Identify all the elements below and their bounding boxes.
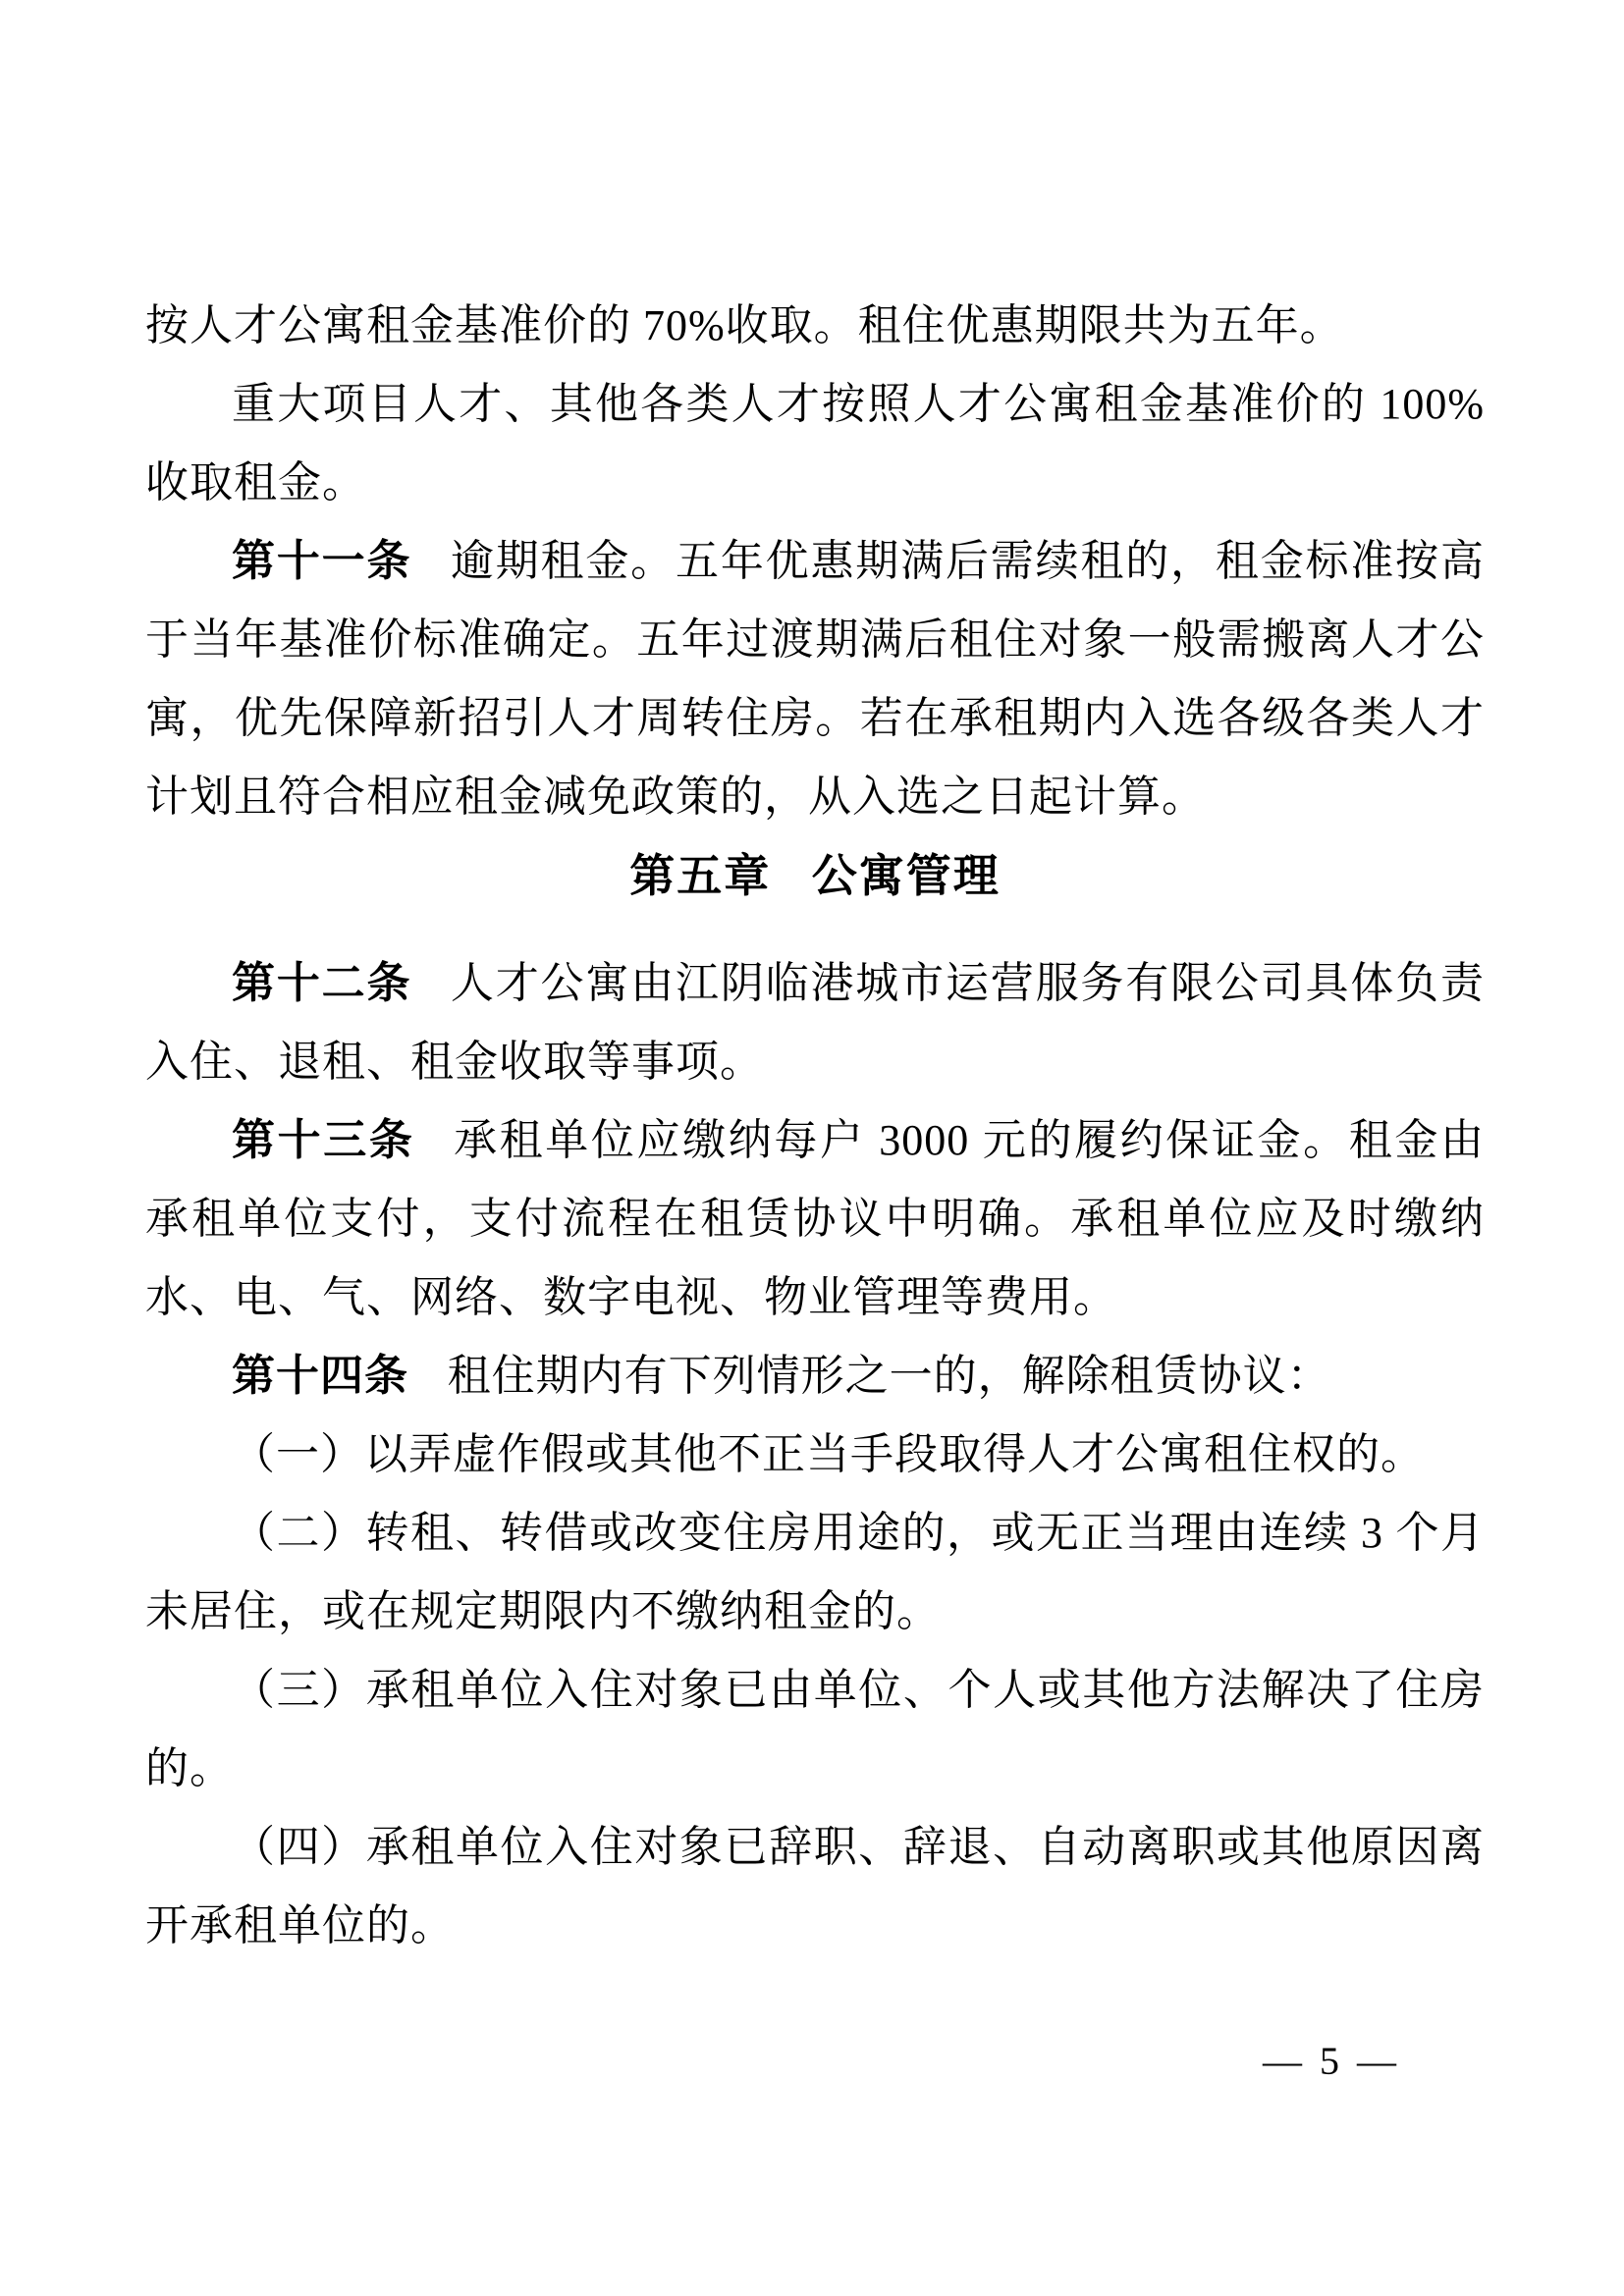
chapter-heading	[145, 836, 1485, 915]
paragraph-text: （三）承租单位入住对象已由单位、个人或其他方法解决了住房的。	[145, 1666, 1485, 1792]
paragraph-article-14	[145, 1337, 1485, 1415]
paragraph-item-4	[145, 1808, 1485, 1965]
article-number: 第十三条	[232, 1116, 415, 1164]
paragraph-text: （四）承租单位入住对象已辞职、辞退、自动离职或其他原因离开承租单位的。	[145, 1823, 1485, 1949]
paragraph-text: 按人才公寓租金基准价的 70%收取。租住优惠期限共为五年。	[145, 301, 1344, 349]
article-number: 第十一条	[232, 537, 412, 585]
paragraph-text: 重大项目人才、其他各类人才按照人才公寓租金基准价的 100%收取租金。	[145, 380, 1485, 507]
paragraph-item-3	[145, 1651, 1485, 1808]
article-number: 第十二条	[232, 959, 412, 1007]
paragraph-text: 逾期租金。五年优惠期满后需续租的，租金标准按高于当年基准价标准确定。五年过渡期满后租住对象一般需搬离人才公寓，优先保障新招引人才周转住房。若在承租期内入选各级各类人才计划且符合相应租金减免政策的，从入选之日起计算。	[145, 537, 1486, 821]
paragraph-text: （一）以弄虚作假或其他不正当手段取得人才公寓租住权的。	[232, 1430, 1425, 1478]
paragraph-article-11	[145, 522, 1485, 836]
article-number: 第十四条	[232, 1352, 408, 1400]
paragraph-rent-100-percent	[145, 365, 1485, 522]
paragraph-article-12	[145, 944, 1485, 1101]
paragraph-rent-70-percent	[145, 287, 1485, 365]
paragraph-text: （二）转租、转借或改变住房用途的，或无正当理由连续 3 个月未居住，或在规定期限内不缴纳租金的。	[145, 1509, 1485, 1635]
paragraph-text: 承租单位应缴纳每户 3000 元的履约保证金。租金由承租单位支付，支付流程在租赁协议中明确。承租单位应及时缴纳水、电、气、网络、数字电视、物业管理等费用。	[145, 1116, 1486, 1321]
chapter-title: 公寓管理	[811, 850, 1001, 901]
paragraph-text: 租住期内有下列情形之一的，解除租赁协议：	[447, 1352, 1331, 1400]
paragraph-item-1	[145, 1415, 1485, 1494]
page-number: — 5 —	[1263, 2039, 1400, 2083]
paragraph-article-13	[145, 1101, 1485, 1337]
chapter-number: 第五章	[629, 850, 772, 901]
paragraph-text: 人才公寓由江阴临港城市运营服务有限公司具体负责入住、退租、租金收取等事项。	[145, 959, 1486, 1086]
paragraph-item-2	[145, 1494, 1485, 1651]
